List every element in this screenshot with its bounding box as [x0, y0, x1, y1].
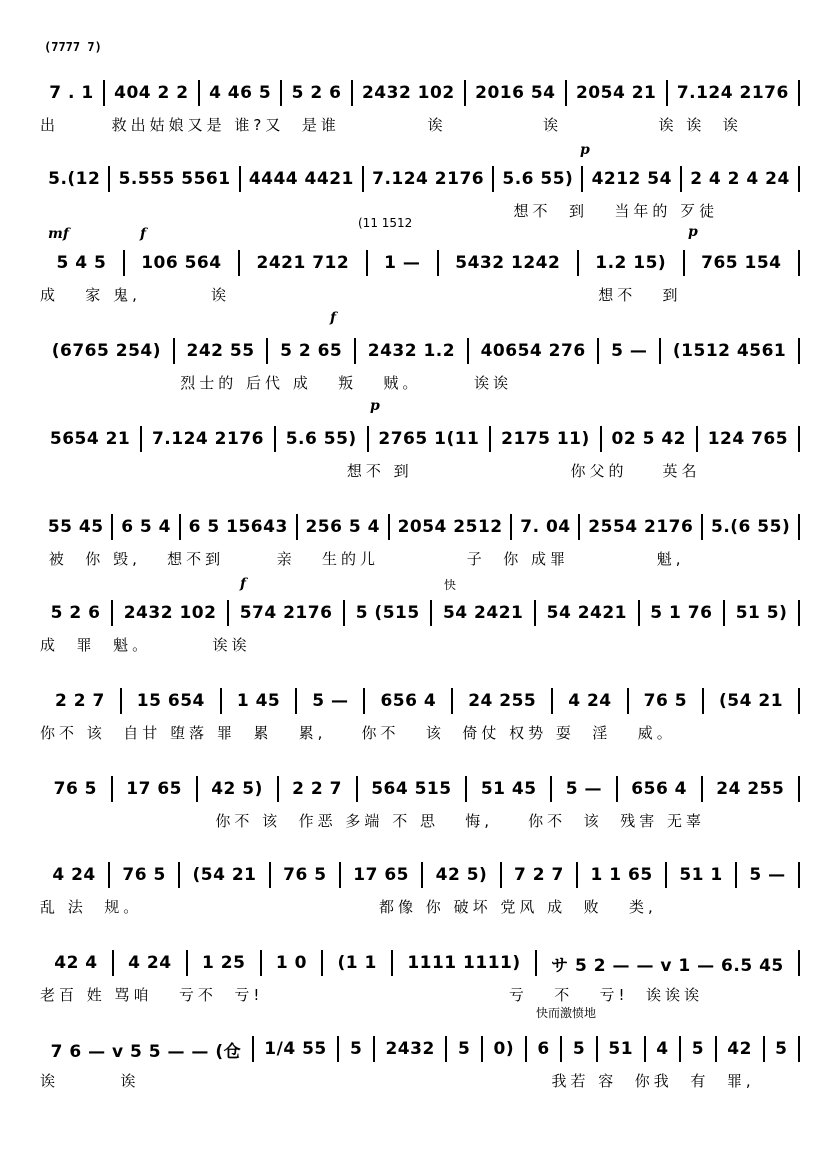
- measure: 404 2 2: [114, 83, 189, 103]
- barline: [798, 250, 800, 276]
- measure: 1 25: [202, 953, 246, 973]
- measure: 4: [656, 1039, 669, 1059]
- measure: 765 154: [701, 253, 782, 273]
- measure: 6 5 4: [121, 517, 172, 537]
- measure: 54 2421: [442, 603, 524, 623]
- score-system: [40, 398, 800, 484]
- barline: [798, 1036, 800, 1062]
- score-system: [40, 834, 800, 920]
- measure: 5.555 5561: [118, 169, 231, 189]
- measure: 2016 54: [475, 83, 556, 103]
- notes-row: [40, 512, 800, 542]
- measure: 1.2 15): [595, 253, 667, 273]
- measure: 76 5: [53, 779, 98, 799]
- measure: サ 5 2 — — v 1 — 6.5 45: [551, 955, 784, 976]
- notes-row: [40, 336, 800, 366]
- measure: 4 24: [128, 953, 172, 973]
- measure: 1 0: [275, 953, 307, 973]
- lyrics-line: 诶 诶 我若 容 你我 有 罪,: [40, 1072, 755, 1090]
- measure: 7 6 — v 5 5 — — (仓: [50, 1041, 242, 1062]
- measure: 2054 2512: [397, 517, 503, 537]
- measure: 55 45: [47, 517, 104, 537]
- measure: 5: [691, 1039, 705, 1059]
- measure: (54 21: [719, 691, 784, 711]
- measure: 7.124 2176: [676, 83, 789, 103]
- measure: 40654 276: [480, 341, 586, 361]
- measure: 5 —: [312, 691, 349, 711]
- measure: 42: [727, 1039, 752, 1059]
- measure: 2554 2176: [588, 517, 694, 537]
- performance-mark: (11 1512: [358, 216, 413, 230]
- score-system: [40, 922, 800, 1008]
- lyrics-line: 成 罪 魁。 诶诶: [40, 636, 251, 654]
- score-system: [40, 52, 800, 138]
- measure: 5654 21: [49, 429, 131, 449]
- measure: 5 1 76: [650, 603, 713, 623]
- measure: 0): [493, 1039, 515, 1059]
- measure: 42 4: [54, 953, 98, 973]
- measure: 2432 102: [123, 603, 217, 623]
- notes-row: [40, 598, 800, 628]
- measure: 2054 21: [575, 83, 657, 103]
- lyrics-line: 被 你 毁, 想不到 亲 生的儿 子 你 成罪 魁,: [40, 550, 685, 568]
- measure: 5 —: [565, 779, 603, 799]
- score-system: [40, 486, 800, 572]
- measure: 2432: [385, 1039, 435, 1059]
- measure: 51 45: [480, 779, 537, 799]
- lyrics-line: 想不 到 你父的 英名: [40, 462, 701, 480]
- measure: 7 . 1: [49, 83, 94, 103]
- score-system: [40, 748, 800, 834]
- measure: 5.(6 55): [710, 517, 791, 537]
- score-system: [40, 1008, 800, 1094]
- barline: [798, 600, 800, 626]
- score-system: [40, 310, 800, 396]
- performance-mark: 快而激愤地: [536, 1006, 597, 1020]
- measure: 76 5: [283, 865, 327, 885]
- measure: 76 5: [122, 865, 166, 885]
- performance-mark: 快: [444, 578, 457, 592]
- measure: 5: [775, 1039, 788, 1059]
- measure: 5 —: [611, 341, 648, 361]
- measure: 2432 102: [361, 83, 455, 103]
- notes-row: [40, 164, 800, 194]
- barline: [798, 688, 800, 714]
- measure: 1111 1111): [407, 953, 521, 973]
- dynamic-mark: p: [580, 142, 590, 158]
- lyrics-line: 烈士的 后代 成 叛 贼。 诶诶: [40, 374, 513, 392]
- notes-row: [40, 686, 800, 716]
- measure: 76 5: [643, 691, 688, 711]
- measure: 5432 1242: [455, 253, 561, 273]
- barline: [798, 862, 800, 888]
- measure: 4 24: [52, 865, 96, 885]
- lyrics-line: 想不 到 当年的 歹徒: [40, 202, 719, 220]
- measure: 124 765: [707, 429, 789, 449]
- barline: [798, 166, 800, 192]
- measure: 51: [608, 1039, 634, 1059]
- measure: 256 5 4: [305, 517, 380, 537]
- measure: 17 65: [126, 779, 182, 799]
- measure: 1 —: [384, 253, 421, 273]
- notes-row: [40, 948, 800, 978]
- barline: [798, 338, 800, 364]
- measure: (1 1: [337, 953, 377, 973]
- dynamic-mark: f: [240, 576, 247, 592]
- measure: 2 2 7: [54, 691, 105, 711]
- measure: 5.(12: [48, 169, 101, 189]
- measure: 2765 1(11: [378, 429, 480, 449]
- measure: 02 5 42: [611, 429, 686, 449]
- measure: (54 21: [192, 865, 257, 885]
- measure: 242 55: [186, 341, 255, 361]
- score-system: [40, 138, 800, 224]
- dynamic-mark: p: [688, 224, 698, 240]
- score-system: [40, 660, 800, 746]
- score-system: [40, 572, 800, 658]
- measure: 7.124 2176: [151, 429, 264, 449]
- measure: 2175 11): [501, 429, 590, 449]
- lyrics-line: 你不 该 自甘 堕落 罪 累 累, 你不 该 倚仗 权势 耍 淫 威。: [40, 724, 676, 742]
- measure: 4 46 5: [209, 83, 272, 103]
- score-system: [40, 216, 800, 308]
- measure: 1 1 65: [590, 865, 653, 885]
- measure: 24 255: [468, 691, 537, 711]
- notes-row: [40, 424, 800, 454]
- barline: [798, 950, 800, 976]
- measure: 5 2 65: [280, 341, 343, 361]
- measure: 54 2421: [546, 603, 628, 623]
- measure: 1/4 55: [264, 1039, 327, 1059]
- measure: 2 2 7: [292, 779, 342, 799]
- measure: 5: [457, 1039, 471, 1059]
- measure: 5.6 55): [502, 169, 574, 189]
- measure: 15 654: [136, 691, 205, 711]
- dynamic-mark: f: [140, 226, 147, 242]
- measure: 2421 712: [256, 253, 350, 273]
- measure: 5 2 6: [291, 83, 342, 103]
- measure: 24 255: [716, 779, 785, 799]
- measure: 656 4: [380, 691, 437, 711]
- measure: 656 4: [631, 779, 688, 799]
- notes-row: [40, 78, 800, 108]
- notes-row: [40, 774, 800, 804]
- measure: 6 5 15643: [188, 517, 288, 537]
- measure: 5: [349, 1039, 363, 1059]
- measure: 4 24: [568, 691, 612, 711]
- measure: 5 4 5: [56, 253, 107, 273]
- measure: 7. 04: [520, 517, 571, 537]
- lyrics-line: 你不 该 作恶 多端 不 思 悔, 你不 该 残害 无辜: [40, 812, 705, 830]
- measure: 2432 1.2: [367, 341, 456, 361]
- measure: 7.124 2176: [372, 169, 485, 189]
- measure: 106 564: [141, 253, 222, 273]
- measure: 2 4 2 4 24: [690, 169, 790, 189]
- measure: 5 —: [749, 865, 786, 885]
- measure: 5.6 55): [285, 429, 357, 449]
- measure: 4212 54: [591, 169, 672, 189]
- measure: 5 2 6: [50, 603, 101, 623]
- measure: 51 1: [679, 865, 723, 885]
- measure: 5 (515: [355, 603, 420, 623]
- measure: 574 2176: [239, 603, 333, 623]
- grace-notes-lead: (7777 7): [44, 40, 102, 54]
- measure: 564 515: [371, 779, 452, 799]
- measure: 6: [537, 1039, 550, 1059]
- measure: 4444 4421: [248, 169, 354, 189]
- measure: (1512 4561: [672, 341, 787, 361]
- measure: 1 45: [236, 691, 281, 711]
- barline: [798, 514, 800, 540]
- measure: 42 5): [435, 865, 488, 885]
- notes-row: [40, 860, 800, 890]
- barline: [798, 80, 800, 106]
- lyrics-line: 出 救出姑娘又是 谁?又 是谁 诶 诶 诶 诶 诶: [40, 116, 742, 134]
- measure: (6765 254): [51, 341, 162, 361]
- barline: [798, 426, 800, 452]
- dynamic-mark: p: [370, 398, 380, 414]
- barline: [798, 776, 800, 802]
- notes-row: [40, 248, 800, 278]
- lyrics-line: 乱 法 规。 都像 你 破坏 党风 成 败 类,: [40, 898, 657, 916]
- lyrics-line: 成 家 鬼, 诶 想不 到: [40, 286, 682, 304]
- measure: 42 5): [211, 779, 263, 799]
- measure: 5: [572, 1039, 586, 1059]
- measure: 51 5): [735, 603, 788, 623]
- notes-row: [40, 1034, 800, 1064]
- dynamic-mark: f: [330, 310, 337, 326]
- dynamic-mark: mf: [48, 226, 69, 242]
- measure: 7 2 7: [514, 865, 564, 885]
- lyrics-line: 老百 姓 骂咱 亏不 亏! 亏 不 亏! 诶诶诶: [40, 986, 704, 1004]
- measure: 17 65: [353, 865, 409, 885]
